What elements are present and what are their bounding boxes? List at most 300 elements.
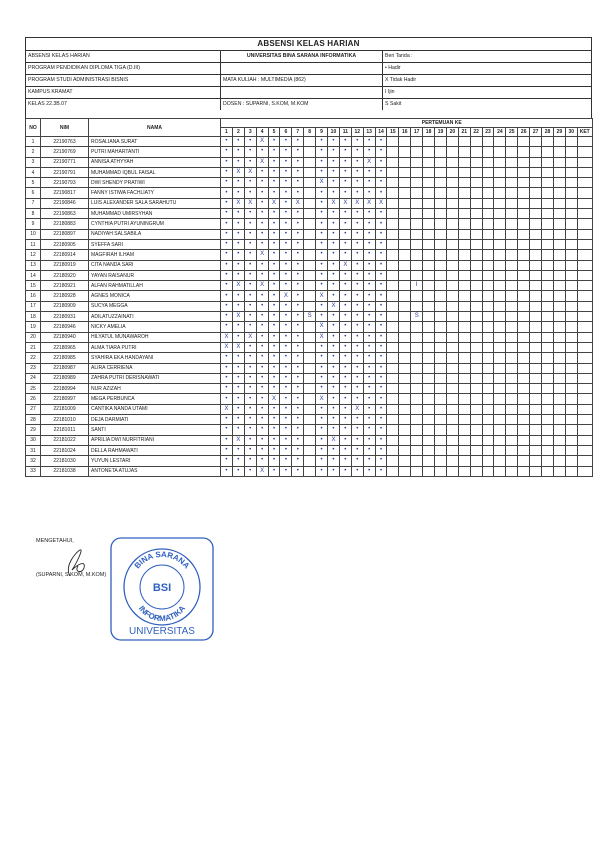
attendance-mark <box>565 219 577 229</box>
attendance-mark: • <box>328 147 340 157</box>
attendance-mark: • <box>316 270 328 280</box>
attendance-mark <box>399 332 411 342</box>
attendance-mark <box>470 178 482 188</box>
attendance-mark: • <box>328 167 340 177</box>
col-nim-header: NIM <box>41 119 89 137</box>
attendance-mark: • <box>363 322 375 332</box>
attendance-mark: • <box>328 157 340 167</box>
attendance-mark <box>577 322 592 332</box>
attendance-mark: • <box>268 312 280 322</box>
attendance-mark: • <box>256 312 268 322</box>
attendance-mark <box>565 394 577 404</box>
attendance-mark: • <box>375 157 387 167</box>
attendance-mark <box>423 363 435 373</box>
attendance-mark: • <box>292 178 304 188</box>
attendance-mark: • <box>375 322 387 332</box>
attendance-mark <box>577 312 592 322</box>
attendance-mark: • <box>363 281 375 291</box>
student-name: MUHAMMAD UMIRSYHAN <box>89 209 221 219</box>
attendance-mark <box>423 435 435 445</box>
attendance-mark: • <box>268 147 280 157</box>
student-name: SYAHIRA EKA HANDAYANI <box>89 353 221 363</box>
attendance-mark <box>553 394 565 404</box>
attendance-mark <box>565 188 577 198</box>
attendance-mark <box>518 229 530 239</box>
attendance-mark <box>542 312 554 322</box>
attendance-mark: • <box>363 425 375 435</box>
col-name-header: NAMA <box>89 119 221 137</box>
attendance-mark <box>565 353 577 363</box>
attendance-mark <box>446 363 458 373</box>
attendance-mark <box>518 415 530 425</box>
attendance-mark: • <box>244 394 256 404</box>
attendance-mark: • <box>375 137 387 147</box>
attendance-mark: • <box>244 466 256 476</box>
attendance-mark <box>435 209 447 219</box>
attendance-mark: • <box>244 270 256 280</box>
attendance-mark: • <box>339 188 351 198</box>
attendance-mark: • <box>268 219 280 229</box>
attendance-mark: • <box>328 373 340 383</box>
attendance-mark <box>542 373 554 383</box>
attendance-mark: • <box>232 301 244 311</box>
header-info-row <box>25 98 592 110</box>
attendance-mark <box>399 291 411 301</box>
attendance-mark <box>435 353 447 363</box>
student-name: NADIYAH SALSABILA <box>89 229 221 239</box>
attendance-mark: • <box>375 291 387 301</box>
attendance-mark <box>446 270 458 280</box>
session-number: 7 <box>292 128 304 137</box>
attendance-mark <box>446 291 458 301</box>
attendance-mark <box>304 466 316 476</box>
attendance-mark <box>577 394 592 404</box>
table-row <box>26 425 593 435</box>
attendance-mark: • <box>244 147 256 157</box>
attendance-mark: • <box>351 157 363 167</box>
attendance-mark <box>470 188 482 198</box>
attendance-mark: • <box>221 198 233 208</box>
attendance-mark: • <box>292 167 304 177</box>
attendance-mark <box>482 435 494 445</box>
middle-info-cell: UNIVERSITAS BINA SARANA INFORMATIKA <box>221 51 383 62</box>
attendance-mark <box>304 322 316 332</box>
attendance-mark: X <box>339 198 351 208</box>
session-number: 10 <box>328 128 340 137</box>
attendance-mark <box>577 281 592 291</box>
table-row <box>26 415 593 425</box>
attendance-mark: • <box>339 353 351 363</box>
attendance-mark: • <box>351 281 363 291</box>
attendance-mark <box>553 239 565 249</box>
attendance-mark <box>458 219 470 229</box>
attendance-mark <box>399 312 411 322</box>
attendance-mark <box>553 301 565 311</box>
attendance-mark: • <box>256 332 268 342</box>
attendance-mark <box>542 219 554 229</box>
attendance-mark: • <box>316 342 328 352</box>
attendance-mark: • <box>328 332 340 342</box>
attendance-mark: • <box>375 363 387 373</box>
attendance-mark: • <box>268 373 280 383</box>
attendance-mark: • <box>351 239 363 249</box>
attendance-mark <box>446 312 458 322</box>
attendance-mark: • <box>268 291 280 301</box>
attendance-mark <box>506 322 518 332</box>
attendance-mark <box>518 312 530 322</box>
attendance-mark <box>542 332 554 342</box>
attendance-mark: • <box>232 239 244 249</box>
row-number: 17 <box>26 301 41 311</box>
student-nim: 22190846 <box>41 198 89 208</box>
attendance-mark <box>482 332 494 342</box>
attendance-mark <box>458 291 470 301</box>
attendance-mark: • <box>232 456 244 466</box>
attendance-mark <box>435 178 447 188</box>
attendance-mark: • <box>316 281 328 291</box>
attendance-mark: X <box>316 394 328 404</box>
attendance-mark: • <box>363 363 375 373</box>
attendance-mark: • <box>292 456 304 466</box>
attendance-mark: • <box>375 415 387 425</box>
attendance-mark: • <box>280 342 292 352</box>
attendance-mark <box>458 353 470 363</box>
attendance-mark: • <box>316 250 328 260</box>
attendance-mark <box>494 342 506 352</box>
attendance-mark <box>482 312 494 322</box>
attendance-mark <box>506 435 518 445</box>
attendance-mark: • <box>280 301 292 311</box>
attendance-mark <box>423 178 435 188</box>
attendance-mark <box>565 229 577 239</box>
attendance-mark: • <box>328 209 340 219</box>
attendance-mark <box>494 456 506 466</box>
student-name: ANNISA ATHYYAH <box>89 157 221 167</box>
attendance-mark <box>482 137 494 147</box>
attendance-mark: • <box>280 415 292 425</box>
stamp-label: UNIVERSITAS <box>129 626 195 637</box>
attendance-mark <box>577 415 592 425</box>
attendance-mark: • <box>292 373 304 383</box>
attendance-mark <box>411 404 423 414</box>
table-row <box>26 178 593 188</box>
row-number: 8 <box>26 209 41 219</box>
attendance-mark: • <box>244 415 256 425</box>
attendance-mark <box>446 239 458 249</box>
attendance-mark <box>565 167 577 177</box>
attendance-mark: • <box>221 435 233 445</box>
attendance-mark <box>518 137 530 147</box>
attendance-mark <box>542 404 554 414</box>
attendance-mark: • <box>316 229 328 239</box>
attendance-mark <box>565 404 577 414</box>
attendance-mark <box>435 456 447 466</box>
attendance-mark <box>530 137 542 147</box>
student-nim: 22180931 <box>41 312 89 322</box>
attendance-mark <box>565 147 577 157</box>
attendance-mark: • <box>328 394 340 404</box>
attendance-mark: • <box>268 229 280 239</box>
attendance-mark <box>458 137 470 147</box>
attendance-mark: • <box>232 445 244 455</box>
middle-info-cell: MATA KULIAH : MULTIMEDIA (862) <box>221 75 383 86</box>
attendance-mark: • <box>316 219 328 229</box>
attendance-mark: • <box>280 404 292 414</box>
attendance-mark <box>435 157 447 167</box>
attendance-mark: • <box>268 445 280 455</box>
session-number: 8 <box>304 128 316 137</box>
attendance-mark <box>435 281 447 291</box>
attendance-mark: • <box>232 137 244 147</box>
attendance-mark <box>446 435 458 445</box>
attendance-mark <box>530 188 542 198</box>
attendance-mark: • <box>292 281 304 291</box>
attendance-mark: • <box>280 219 292 229</box>
attendance-mark <box>553 270 565 280</box>
attendance-mark <box>411 394 423 404</box>
row-number: 7 <box>26 198 41 208</box>
table-row <box>26 209 593 219</box>
attendance-mark: • <box>221 384 233 394</box>
attendance-mark <box>399 425 411 435</box>
attendance-mark: • <box>221 137 233 147</box>
attendance-mark: X <box>316 178 328 188</box>
attendance-mark <box>518 342 530 352</box>
attendance-mark <box>494 435 506 445</box>
attendance-mark <box>494 373 506 383</box>
attendance-mark <box>470 270 482 280</box>
session-number: 19 <box>435 128 447 137</box>
attendance-mark: • <box>256 198 268 208</box>
table-row <box>26 353 593 363</box>
attendance-mark: • <box>363 312 375 322</box>
attendance-mark: X <box>363 157 375 167</box>
attendance-mark: • <box>292 147 304 157</box>
attendance-mark <box>458 209 470 219</box>
attendance-mark: • <box>244 384 256 394</box>
header-info-row <box>25 50 592 62</box>
student-name: NUR AZIZAH <box>89 384 221 394</box>
attendance-mark <box>565 363 577 373</box>
attendance-mark: • <box>244 435 256 445</box>
attendance-mark <box>565 425 577 435</box>
student-nim: 22180994 <box>41 384 89 394</box>
attendance-mark <box>577 353 592 363</box>
row-number: 24 <box>26 373 41 383</box>
attendance-mark: X <box>375 198 387 208</box>
attendance-mark: • <box>244 342 256 352</box>
row-number: 32 <box>26 456 41 466</box>
attendance-mark: • <box>221 373 233 383</box>
attendance-mark <box>482 157 494 167</box>
attendance-mark: • <box>339 209 351 219</box>
student-nim: 22190763 <box>41 137 89 147</box>
attendance-mark: X <box>221 342 233 352</box>
attendance-mark: • <box>292 239 304 249</box>
attendance-mark <box>435 425 447 435</box>
attendance-mark: • <box>375 188 387 198</box>
attendance-mark: • <box>328 229 340 239</box>
attendance-mark <box>399 466 411 476</box>
attendance-mark <box>565 322 577 332</box>
attendance-mark: • <box>339 373 351 383</box>
attendance-mark <box>518 281 530 291</box>
row-number: 2 <box>26 147 41 157</box>
table-row <box>26 456 593 466</box>
header-info-row <box>25 86 592 98</box>
attendance-mark <box>423 301 435 311</box>
attendance-mark <box>411 229 423 239</box>
attendance-mark <box>577 425 592 435</box>
attendance-mark <box>387 353 399 363</box>
attendance-mark <box>304 188 316 198</box>
attendance-mark <box>304 167 316 177</box>
attendance-mark: • <box>328 466 340 476</box>
attendance-mark <box>506 188 518 198</box>
row-number: 4 <box>26 167 41 177</box>
attendance-mark: • <box>232 291 244 301</box>
attendance-mark: • <box>351 147 363 157</box>
student-name: ADILATUZZAINATI <box>89 312 221 322</box>
attendance-mark <box>553 353 565 363</box>
attendance-mark <box>304 425 316 435</box>
attendance-mark: • <box>232 188 244 198</box>
table-row <box>26 445 593 455</box>
attendance-mark: • <box>232 415 244 425</box>
attendance-mark <box>518 425 530 435</box>
attendance-mark <box>542 425 554 435</box>
attendance-mark: • <box>339 466 351 476</box>
attendance-mark: • <box>375 270 387 280</box>
student-nim: 22180987 <box>41 363 89 373</box>
attendance-mark: • <box>256 209 268 219</box>
attendance-mark <box>553 219 565 229</box>
attendance-mark <box>565 301 577 311</box>
attendance-mark: S <box>304 312 316 322</box>
middle-info-cell: DOSEN : SUPARNI, S.KOM, M.KOM <box>221 99 383 110</box>
attendance-mark: • <box>328 281 340 291</box>
student-nim: 22180920 <box>41 270 89 280</box>
attendance-mark <box>577 456 592 466</box>
attendance-mark <box>458 167 470 177</box>
attendance-mark <box>553 260 565 270</box>
attendance-mark: • <box>316 147 328 157</box>
attendance-mark <box>470 466 482 476</box>
attendance-mark <box>577 157 592 167</box>
attendance-mark: • <box>292 260 304 270</box>
attendance-mark <box>482 229 494 239</box>
attendance-mark <box>458 270 470 280</box>
attendance-mark <box>435 167 447 177</box>
attendance-mark <box>470 301 482 311</box>
attendance-mark: • <box>375 147 387 157</box>
attendance-mark: • <box>256 363 268 373</box>
attendance-mark: • <box>268 239 280 249</box>
attendance-mark: • <box>316 404 328 414</box>
attendance-mark <box>446 250 458 260</box>
attendance-mark <box>446 178 458 188</box>
attendance-mark: X <box>328 435 340 445</box>
attendance-mark: X <box>221 332 233 342</box>
attendance-mark: • <box>256 415 268 425</box>
attendance-mark: • <box>232 250 244 260</box>
attendance-mark: • <box>351 229 363 239</box>
table-row <box>26 157 593 167</box>
attendance-mark <box>423 384 435 394</box>
attendance-mark <box>577 209 592 219</box>
attendance-mark <box>518 147 530 157</box>
row-number: 19 <box>26 322 41 332</box>
attendance-mark: • <box>351 312 363 322</box>
student-name: NICKY AMELIA <box>89 322 221 332</box>
student-name: HILYATUL MUNAWAROH <box>89 332 221 342</box>
attendance-mark <box>542 291 554 301</box>
attendance-mark <box>494 157 506 167</box>
attendance-mark <box>470 342 482 352</box>
attendance-mark <box>387 445 399 455</box>
attendance-mark <box>387 415 399 425</box>
student-nim: 22181010 <box>41 415 89 425</box>
attendance-mark: • <box>244 137 256 147</box>
attendance-mark <box>411 342 423 352</box>
attendance-mark: • <box>363 250 375 260</box>
attendance-mark <box>494 239 506 249</box>
attendance-mark <box>530 456 542 466</box>
attendance-mark <box>530 229 542 239</box>
attendance-mark: • <box>232 229 244 239</box>
attendance-mark: X <box>232 198 244 208</box>
attendance-mark: • <box>351 137 363 147</box>
table-row <box>26 394 593 404</box>
attendance-mark: • <box>363 373 375 383</box>
attendance-mark <box>506 260 518 270</box>
attendance-mark <box>387 260 399 270</box>
attendance-mark <box>387 209 399 219</box>
attendance-mark <box>304 332 316 342</box>
attendance-mark <box>470 384 482 394</box>
session-number: 9 <box>316 128 328 137</box>
attendance-mark <box>423 219 435 229</box>
attendance-mark <box>553 425 565 435</box>
attendance-mark: • <box>280 229 292 239</box>
attendance-mark <box>446 301 458 311</box>
attendance-mark <box>304 219 316 229</box>
attendance-mark: • <box>328 239 340 249</box>
attendance-mark <box>553 342 565 352</box>
attendance-mark <box>506 291 518 301</box>
attendance-mark <box>518 157 530 167</box>
student-name: ZAHRA PUTRI DERISNAWATI <box>89 373 221 383</box>
attendance-mark <box>577 445 592 455</box>
attendance-mark: • <box>280 373 292 383</box>
attendance-mark: • <box>268 404 280 414</box>
attendance-mark <box>494 394 506 404</box>
attendance-mark: • <box>256 322 268 332</box>
attendance-mark: • <box>316 312 328 322</box>
attendance-mark <box>565 291 577 301</box>
attendance-mark <box>565 342 577 352</box>
attendance-mark <box>565 332 577 342</box>
attendance-mark <box>446 445 458 455</box>
attendance-mark <box>506 363 518 373</box>
attendance-mark <box>423 239 435 249</box>
attendance-mark: • <box>244 188 256 198</box>
attendance-mark <box>553 404 565 414</box>
attendance-mark: • <box>221 147 233 157</box>
attendance-mark <box>304 301 316 311</box>
attendance-mark <box>506 229 518 239</box>
attendance-mark <box>542 342 554 352</box>
